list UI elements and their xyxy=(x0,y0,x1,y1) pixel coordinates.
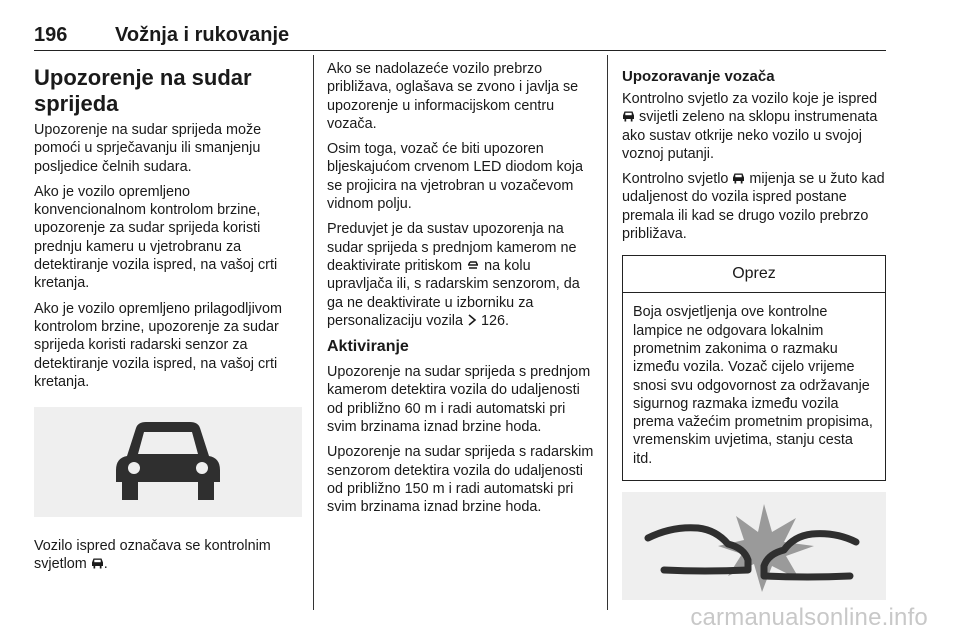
vehicle-ahead-illustration xyxy=(34,407,302,517)
section-heading: Upozoravanje vozača xyxy=(622,68,775,85)
running-title: Vožnja i rukovanje xyxy=(115,24,290,46)
column-right xyxy=(622,60,886,600)
paragraph: Ako je vozilo opremljeno prilagodljivom kontrolom brzine, upozorenje za sudar sprijeda koristi radarski senzor za detektiranje vozila ispred, na vašoj crti kretanja. xyxy=(34,300,282,390)
caution-box xyxy=(622,255,886,481)
collision-icon xyxy=(644,498,864,594)
paragraph: Upozorenje na sudar sprijeda može pomoći u sprječavanju ili smanjenju posljedice čelnih sudara. xyxy=(34,122,262,175)
paragraph: Ako je vozilo opremljeno konvencionalnom kontrolom brzine, upozorenje za sudar sprijeda koristi prednju kameru u vjetrobranu za detektiranje vozila ispred, na vašoj crti kretanja. xyxy=(34,183,278,292)
caution-title: Oprez xyxy=(623,256,885,293)
watermark: carmanualsonline.info xyxy=(690,604,928,631)
column-middle xyxy=(327,60,595,524)
page-number: 196 xyxy=(34,24,68,46)
steering-wheel-car-icon xyxy=(466,259,480,271)
illustration-caption: Vozilo ispred označava se kontrolnim svjetlom . xyxy=(34,538,271,573)
column-divider xyxy=(607,55,608,610)
subsection-heading: Aktiviranje xyxy=(327,338,409,356)
paragraph: Preduvjet je da sustav upozorenja na sudar sprijeda s prednjom kamerom ne deaktivirate pritiskom na kolu upravljača ili, s radarskim senzorom, da ga ne deaktivirate u izborniku za personalizaciju vozila 126. xyxy=(327,221,580,329)
paragraph: Upozorenje na sudar sprijeda s radarskim senzorom detektira vozila do udaljenosti od približno 150 m i radi automatski pri svim brzinama iznad brzine hoda. xyxy=(327,444,594,516)
page-reference[interactable]: 126. xyxy=(480,312,509,329)
vehicle-ahead-icon xyxy=(91,557,104,569)
caution-body xyxy=(623,293,885,480)
paragraph: Osim toga, vozač će biti upozoren bljeskajućom crvenom LED diodom koja se projicira na vjetrobran u vozačevom vidnom polju. xyxy=(327,141,583,213)
vehicle-ahead-icon xyxy=(622,110,635,122)
paragraph: Upozorenje na sudar sprijeda s prednjom kamerom detektira vozila do udaljenosti od približno 60 m i radi automatski pri svim brzinama iznad brzine hoda. xyxy=(327,364,591,436)
paragraph: Kontrolno svjetlo mijenja se u žuto kad udaljenost do vozila ispred postane premala ili kad se drugo vozilo prebrzo približava. xyxy=(622,171,885,243)
column-divider xyxy=(313,55,314,610)
car-front-icon xyxy=(114,420,222,504)
collision-illustration xyxy=(622,492,886,600)
section-heading: Upozorenje na sudar sprijeda xyxy=(34,65,252,116)
page-reference-arrow-icon xyxy=(467,314,477,326)
paragraph: Ako se nadolazeće vozilo prebrzo približava, oglašava se zvono i javlja se upozorenje u informacijskom centru vozača. xyxy=(327,61,579,132)
vehicle-ahead-icon xyxy=(732,172,745,184)
page-header xyxy=(34,0,886,51)
column-left xyxy=(34,60,302,581)
paragraph: Kontrolno svjetlo za vozilo koje je ispred svijetli zeleno na sklopu instrumenata ako sustav otkrije neko vozilo u svojoj voznoj putanji. xyxy=(622,91,878,162)
caution-text: Boja osvjetljenja ove kontrolne lampice ne odgovara lokalnim prometnim zakonima o razmaku između vozila. Vozač cijelo vrijeme snosi svu odgovornost za održavanje sigurnog razmaka između vozila prema važećim prometnim propisima, vremenskim uvjetima, stanju cesta itd. xyxy=(633,304,873,467)
